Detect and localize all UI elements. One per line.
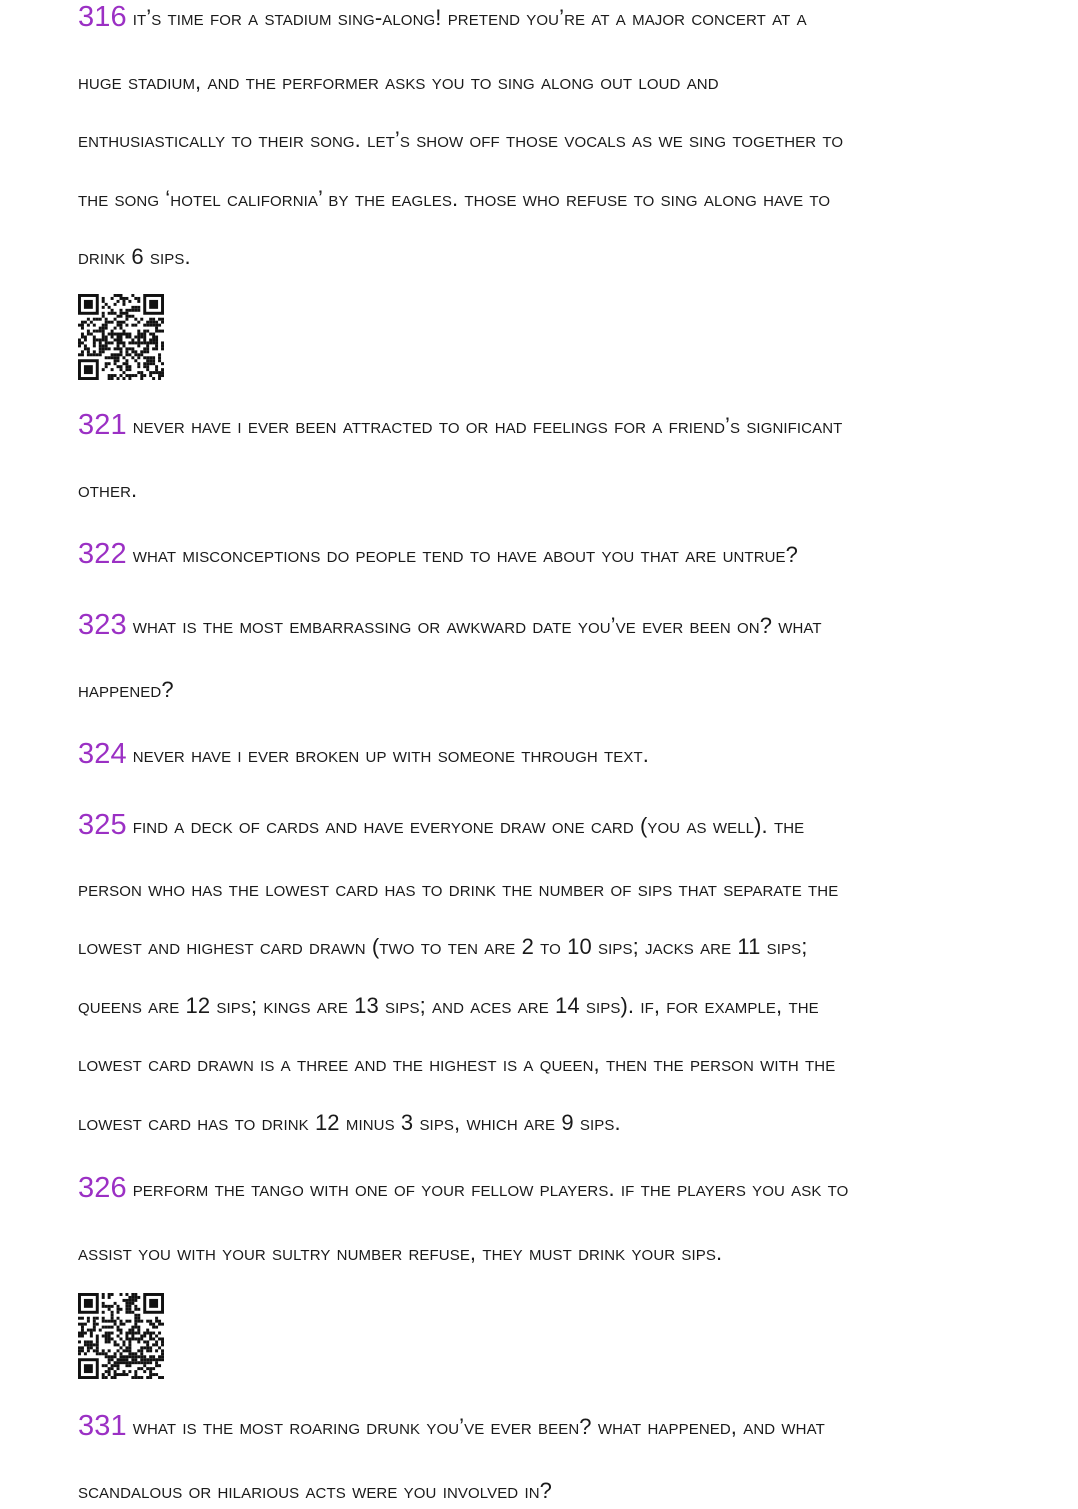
qr-code-icon[interactable] [78, 1293, 164, 1379]
entry-line: 325 find a deck of cards and have everyone draw one card (you as well). the [78, 809, 805, 841]
entry-line: 322 what misconceptions do people tend to have about you that are untrue? [78, 538, 799, 570]
entry-number: 322 [78, 538, 127, 570]
entry-number: 321 [78, 409, 127, 441]
entry-line: 324 never have i ever broken up with someone through text. [78, 738, 649, 770]
entry-number: 325 [78, 809, 127, 841]
entry-line: lowest card drawn is a three and the highest is a queen, then the person with the [78, 1051, 836, 1076]
entry-line: queens are 12 sips; kings are 13 sips; and aces are 14 sips). if, for example, the [78, 993, 819, 1018]
entry-number: 323 [78, 609, 127, 641]
entry-line: assist you with your sultry number refuse, they must drink your sips. [78, 1240, 723, 1265]
entry-line: 321 never have i ever been attracted to or had feelings for a friend’s significant [78, 409, 843, 441]
entry-line: 326 perform the tango with one of your fellow players. if the players you ask to [78, 1172, 849, 1204]
entry-number: 326 [78, 1172, 127, 1204]
entry-line: lowest and highest card drawn (two to ten are 2 to 10 sips; jacks are 11 sips; [78, 934, 808, 959]
entry-number: 324 [78, 738, 127, 770]
entry-line: the song ‘hotel california’ by the eagles. those who refuse to sing along have to [78, 186, 831, 211]
entry-line: 331 what is the most roaring drunk you’ve ever been? what happened, and what [78, 1410, 825, 1442]
qr-code-icon[interactable] [78, 294, 164, 380]
entry-line: enthusiastically to their song. let’s show off those vocals as we sing together to [78, 127, 844, 152]
entry-line: 323 what is the most embarrassing or awkward date you’ve ever been on? what [78, 609, 822, 641]
entry-line: other. [78, 477, 138, 502]
entry-number: 331 [78, 1410, 127, 1442]
entry-line: scandalous or hilarious acts were you involved in? [78, 1478, 552, 1503]
entry-line: happened? [78, 677, 174, 702]
entry-line: 316 it’s time for a stadium sing-along! pretend you’re at a major concert at a [78, 1, 807, 33]
entry-line: person who has the lowest card has to drink the number of sips that separate the [78, 876, 839, 901]
entry-number: 316 [78, 1, 127, 33]
entry-line: drink 6 sips. [78, 244, 191, 269]
entry-line: lowest card has to drink 12 minus 3 sips, which are 9 sips. [78, 1110, 621, 1135]
entry-line: huge stadium, and the performer asks you to sing along out loud and [78, 69, 719, 94]
